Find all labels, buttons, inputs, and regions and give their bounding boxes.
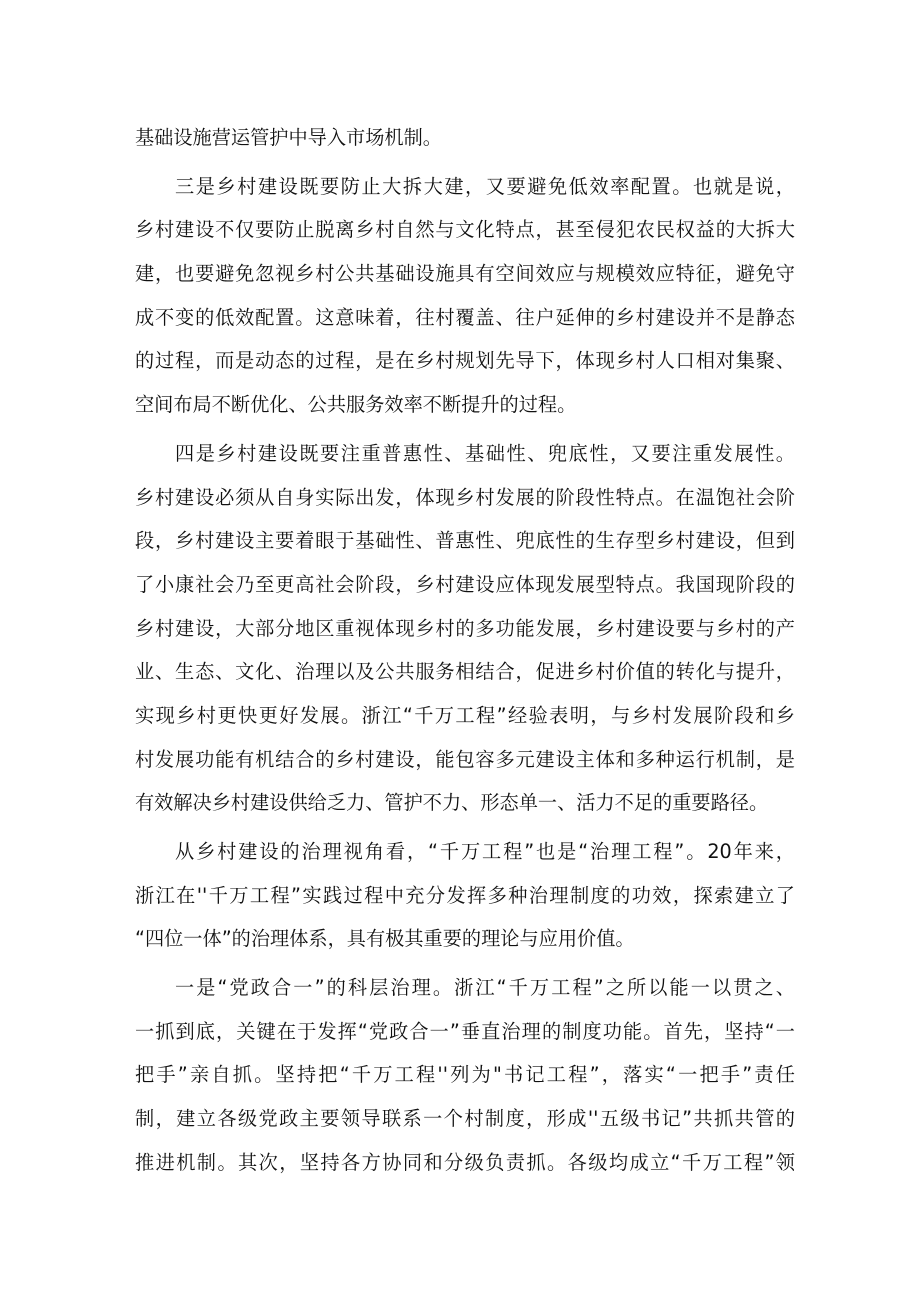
text-line: 有效解决乡村建设供给乏力、管护不力、形态单一、活力不足的重要路径。 [135,791,769,815]
text-line: 乡村建设必须从自身实际出发，体现乡村发展的阶段性特点。在温饱社会阶 [135,485,795,509]
text-line: 成不变的低效配置。这意味着，往村覆盖、往户延伸的乡村建设并不是静态 [135,305,795,329]
paragraph-2 [135,165,795,427]
text-line: 推进机制。其次，坚持各方协同和分级负责抓。各级均成立“千万工程”领 [135,1150,795,1174]
paragraph-4 [135,830,795,961]
text-line: 制，建立各级党政主要领导联系一个村制度，形成''五级书记”共抓共管的 [135,1107,795,1131]
text-line: 段，乡村建设主要着眼于基础性、普惠性、兜底性的生存型乡村建设，但到 [135,529,795,553]
text-line: 空间布局不断优化、公共服务效率不断提升的过程。 [135,393,577,417]
text-line: 村发展功能有机结合的乡村建设，能包容多元建设主体和多种运行机制，是 [135,747,795,771]
text-line: 基础设施营运管护中导入市场机制。 [135,126,442,149]
paragraph-5 [135,966,795,1184]
text-line: 从乡村建设的治理视角看，“千万工程”也是“治理工程”。20年来， [175,840,795,863]
text-line: “四位一体”的治理体系，具有极其重要的理论与应用价值。 [135,927,635,951]
text-line: 实现乡村更快更好发展。浙江“千万工程”经验表明，与乡村发展阶段和乡 [135,703,795,727]
text-line: 三是乡村建设既要防止大拆大建，又要避免低效率配置。也就是说， [175,174,795,198]
text-line: 建，也要避免忽视乡村公共基础设施具有空间效应与规模效应特征，避免守 [135,262,795,286]
paragraph-1 [135,116,795,160]
paragraph-3 [135,432,795,825]
body-text [135,116,795,1185]
text-line: 乡村建设，大部分地区重视体现乡村的多功能发展，乡村建设要与乡村的产 [135,616,795,640]
text-line: 把手”亲自抓。坚持把“千万工程''列为"书记工程”，落实“一把手”责任 [135,1063,795,1087]
text-line: 浙江在''千万工程”实践过程中充分发挥多种治理制度的功效，探索建立了 [135,883,795,907]
text-line: 业、生态、文化、治理以及公共服务相结合，促进乡村价值的转化与提升， [135,660,795,684]
text-line: 四是乡村建设既要注重普惠性、基础性、兜底性，又要注重发展性。 [175,441,795,465]
text-line: 的过程，而是动态的过程，是在乡村规划先导下，体现乡村人口相对集聚、 [135,349,795,373]
text-line: 乡村建设不仅要防止脱离乡村自然与文化特点，甚至侵犯农民权益的大拆大 [135,218,795,242]
text-line: 一抓到底，关键在于发挥“党政合一”垂直治理的制度功能。首先，坚持“一 [135,1019,795,1043]
text-line: 了小康社会乃至更高社会阶段，乡村建设应体现发展型特点。我国现阶段的 [135,572,795,596]
text-line: 一是“党政合一”的科层治理。浙江“千万工程”之所以能一以贯之、 [175,976,795,1000]
